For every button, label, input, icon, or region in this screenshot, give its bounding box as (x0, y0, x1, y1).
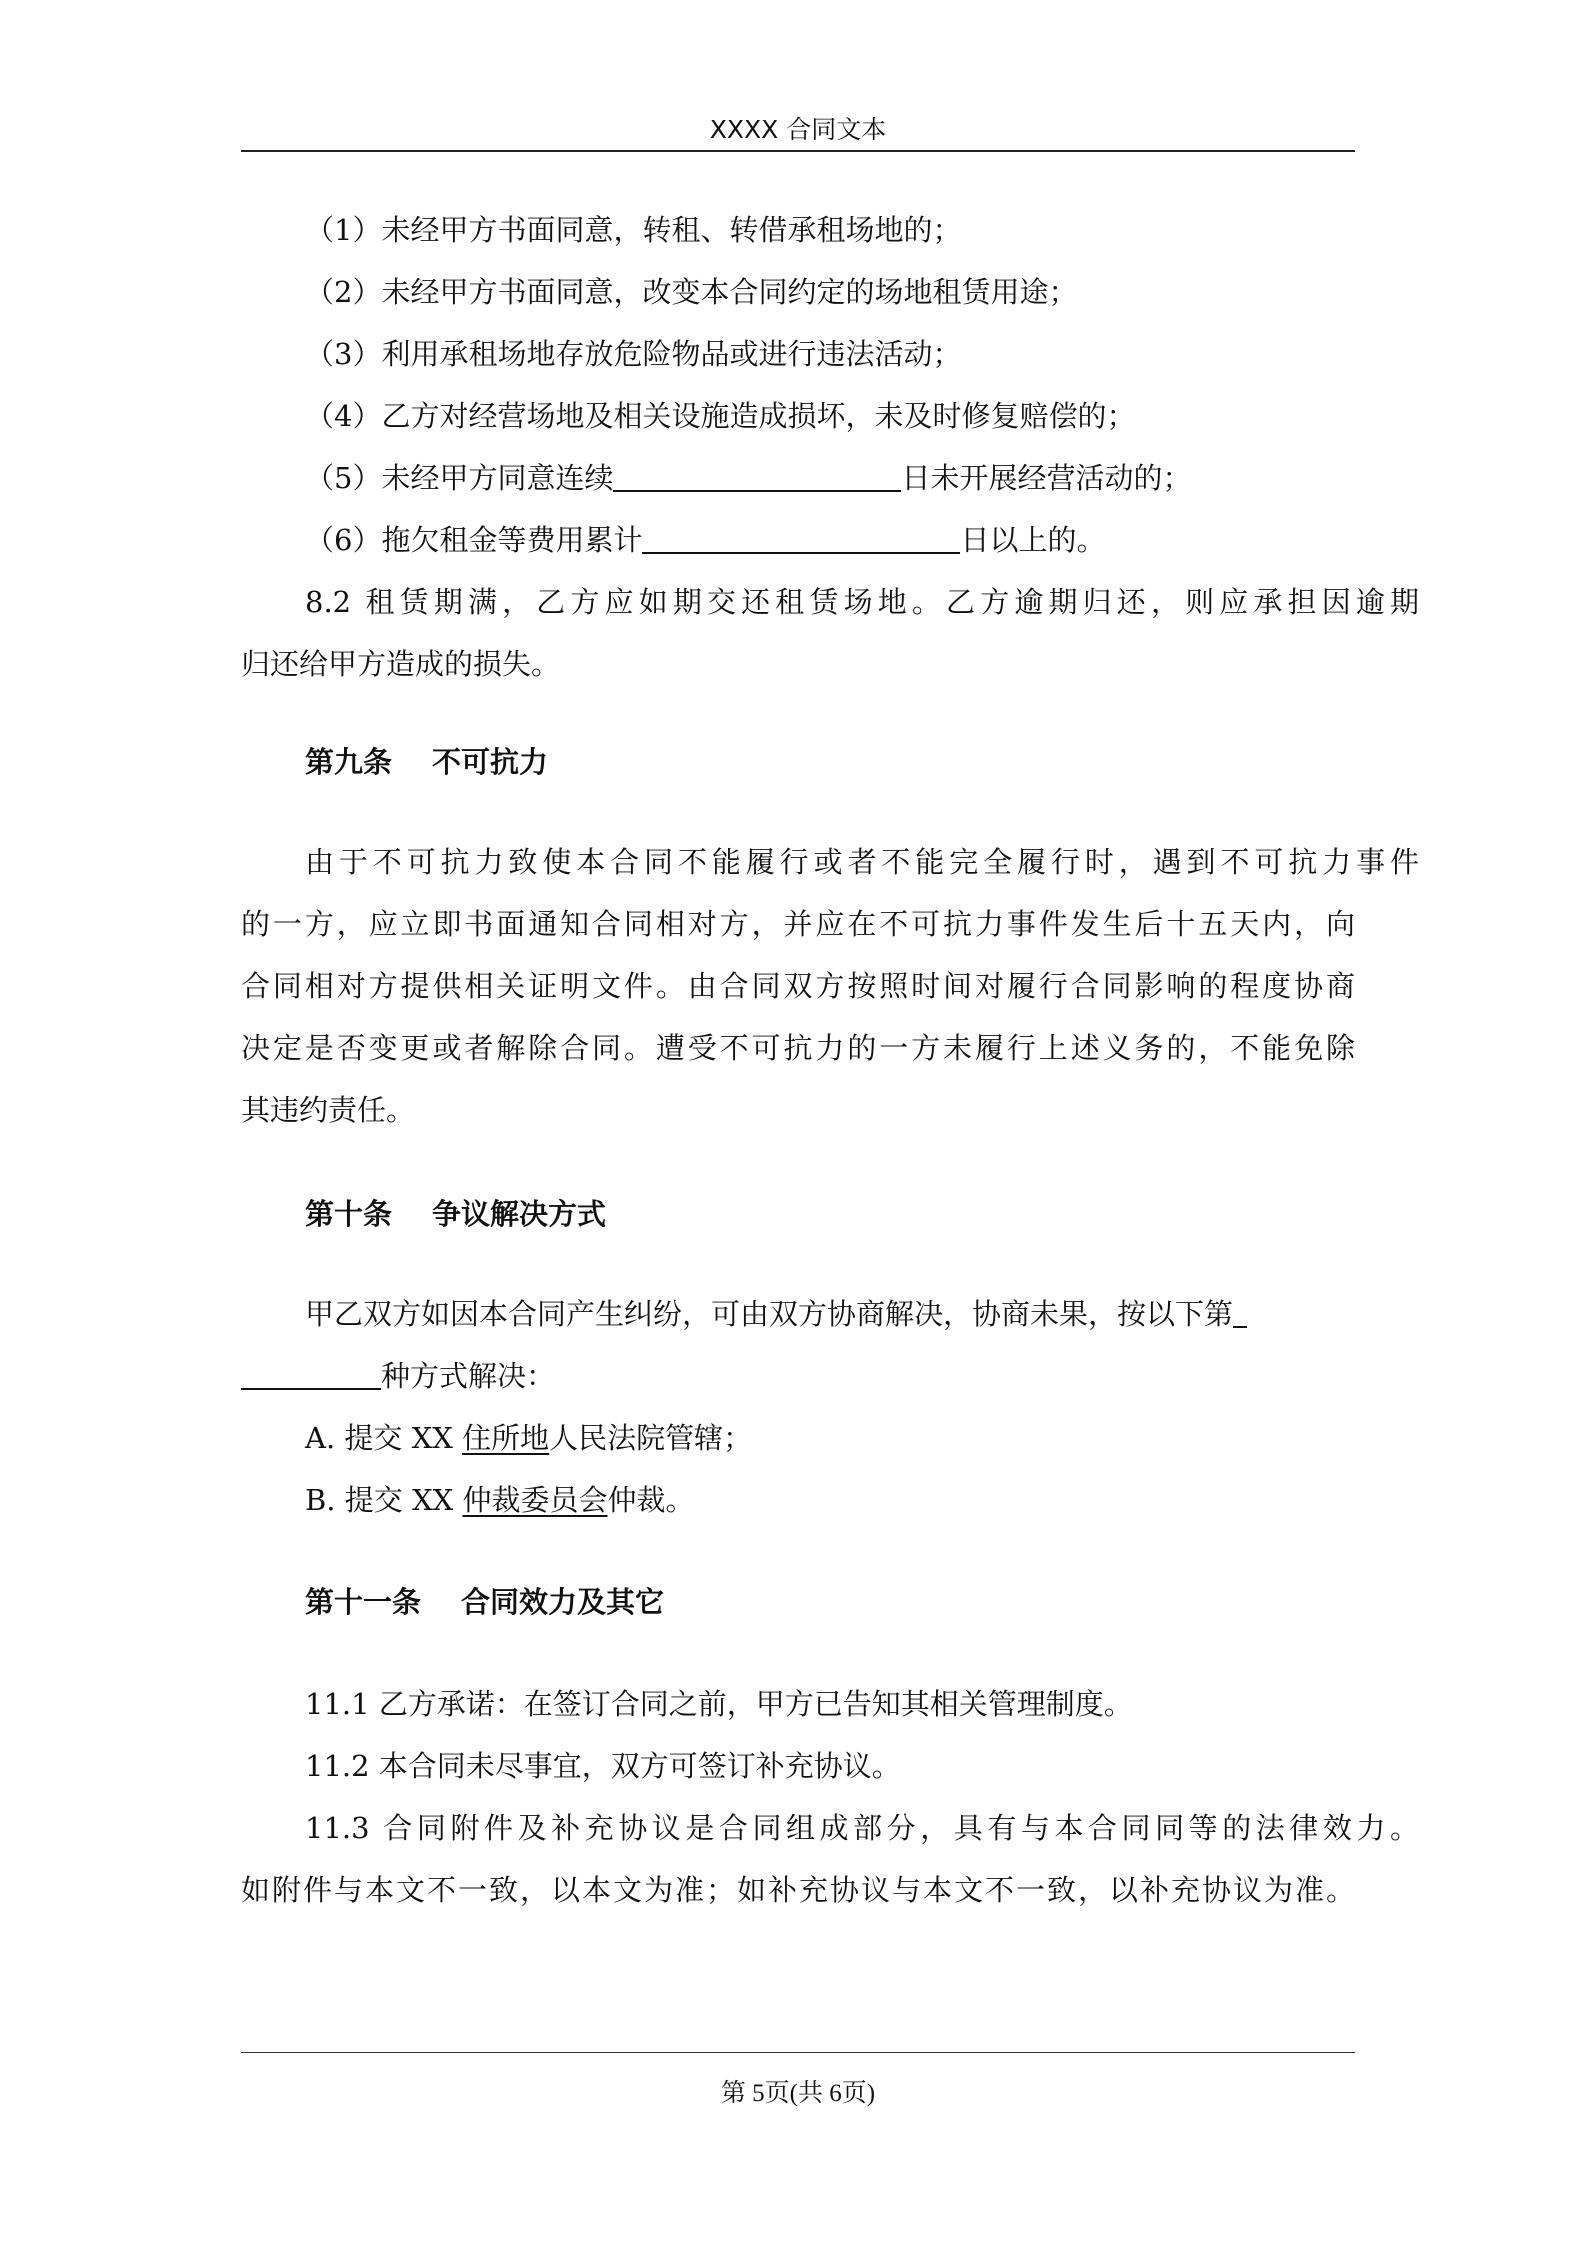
clause-line: 11.3 合同附件及补充协议是合同组成部分，具有与本合同同等的法律效力。 (305, 1811, 1419, 1845)
paragraph-line (241, 1282, 1419, 1346)
clause-line: 11.1 乙方承诺：在签订合同之前，甲方已告知其相关管理制度。 (305, 1687, 1133, 1721)
paragraph-text: 种方式解决： (381, 1359, 556, 1393)
paragraph-line: 合同相对方提供相关证明文件。由合同双方按照时间对履行合同影响的程度协商 (241, 969, 1355, 1003)
list-item: （1）未经甲方书面同意，转租、转借承租场地的； (305, 213, 962, 247)
header-rule (241, 150, 1355, 152)
list-item-text: 日以上的。 (960, 523, 1106, 557)
paragraph-line: 的一方，应立即书面通知合同相对方，并应在不可抗力事件发生后十五天内，向 (241, 907, 1355, 941)
list-item: （3）利用承租场地存放危险物品或进行违法活动； (305, 337, 962, 371)
option-text: A. 提交 XX (305, 1421, 463, 1455)
article-number: 第十一条 (305, 1585, 422, 1619)
list-item-text: （6）拖欠租金等费用累计 (305, 523, 643, 557)
page-header: XXXX 合同文本 (709, 115, 887, 144)
option-text: B. 提交 XX (305, 1483, 463, 1517)
list-item (241, 446, 1419, 510)
paragraph-line: 归还给甲方造成的损失。 (241, 647, 561, 681)
paragraph-line: 8.2 租赁期满，乙方应如期交还租赁场地。乙方逾期归还，则应承担因逾期 (305, 585, 1419, 619)
fill-in-blank[interactable] (1233, 1296, 1247, 1328)
paragraph-line: 其违约责任。 (241, 1093, 416, 1127)
article-number: 第十条 (305, 1197, 393, 1231)
option-text: 人民法院管辖； (549, 1421, 753, 1455)
option-b (241, 1468, 1419, 1532)
article-heading (241, 1570, 1419, 1634)
fill-in-blank[interactable] (642, 522, 960, 554)
fill-in-blank[interactable] (241, 1358, 381, 1390)
option-a (241, 1406, 1419, 1470)
list-item-text: 日未开展经营活动的； (901, 461, 1192, 495)
paragraph-line (241, 1344, 1355, 1408)
paragraph-line: 决定是否变更或者解除合同。遭受不可抗力的一方未履行上述义务的，不能免除 (241, 1031, 1355, 1065)
footer-rule (241, 2052, 1355, 2053)
list-item: （4）乙方对经营场地及相关设施造成损坏，未及时修复赔偿的； (305, 399, 1136, 433)
article-title: 不可抗力 (432, 745, 549, 779)
list-item-text: （5）未经甲方同意连续 (305, 461, 614, 495)
option-text: 仲裁。 (607, 1483, 695, 1517)
article-title: 争议解决方式 (432, 1197, 607, 1231)
article-heading (241, 1182, 1419, 1246)
paragraph-line: 由于不可抗力致使本合同不能履行或者不能完全履行时，遇到不可抗力事件 (305, 845, 1419, 879)
underlined-term: 仲裁委员会 (462, 1483, 608, 1517)
page-number: 第 5页(共 6页) (720, 2080, 876, 2107)
article-title: 合同效力及其它 (461, 1585, 665, 1619)
article-number: 第九条 (305, 745, 393, 779)
clause-line: 如附件与本文不一致，以本文为准；如补充协议与本文不一致，以补充协议为准。 (241, 1873, 1355, 1907)
fill-in-blank[interactable] (613, 460, 901, 492)
clause-line: 11.2 本合同未尽事宜，双方可签订补充协议。 (305, 1749, 901, 1783)
paragraph-text: 甲乙双方如因本合同产生纠纷，可由双方协商解决，协商未果，按以下第 (305, 1297, 1234, 1331)
article-heading (241, 730, 1419, 794)
underlined-term: 住所地 (462, 1421, 550, 1455)
list-item: （2）未经甲方书面同意，改变本合同约定的场地租赁用途； (305, 275, 1078, 309)
list-item (241, 508, 1419, 572)
